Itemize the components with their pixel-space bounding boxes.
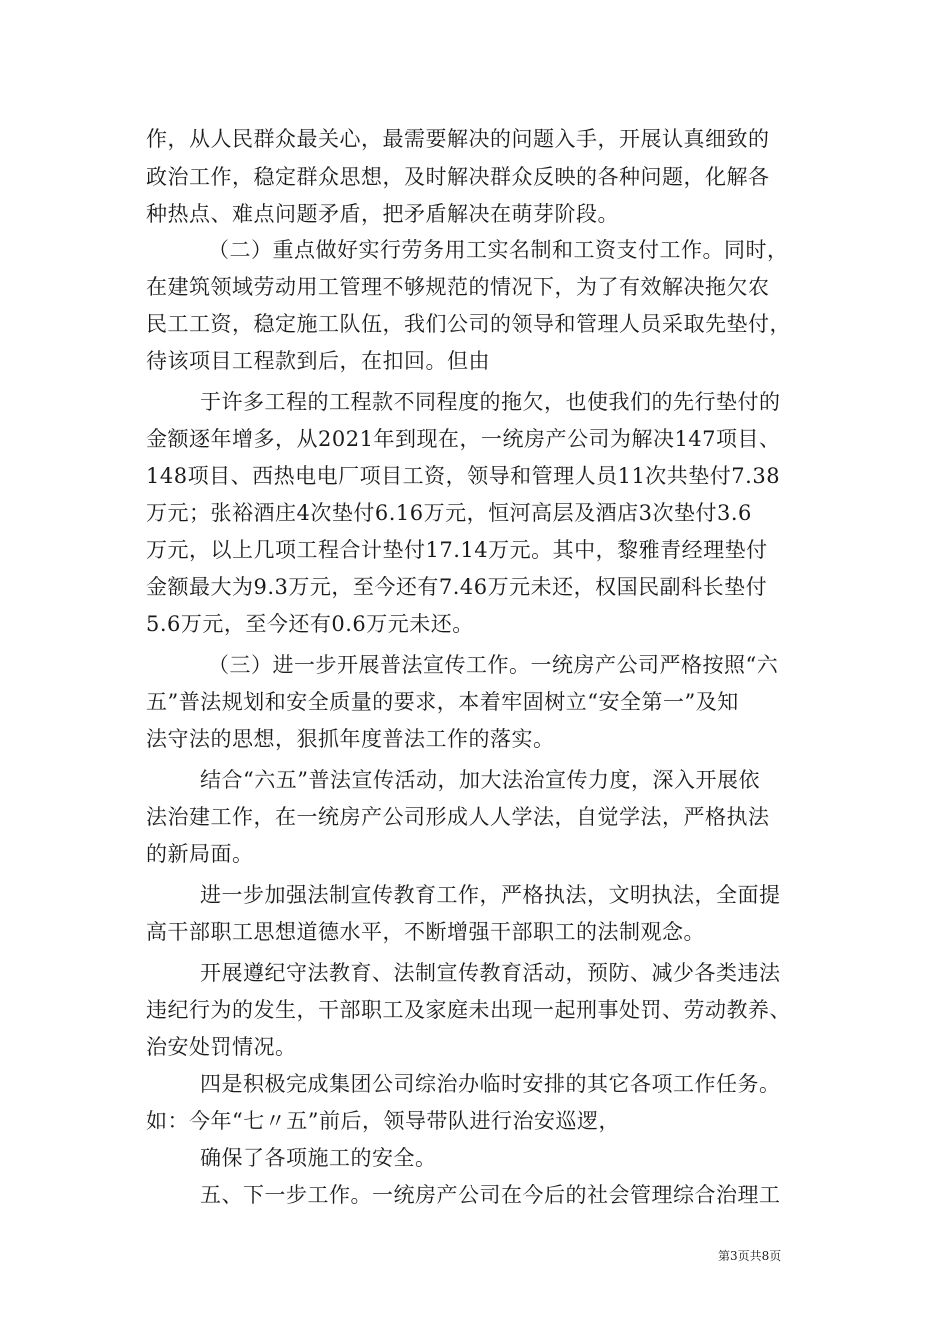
text-line: 政治工作，稳定群众思想，及时解决群众反映的各种问题，化解各: [146, 165, 770, 189]
text-line: 于许多工程的工程款不同程度的拖欠，也使我们的先行垫付的: [200, 390, 781, 414]
text-line: 金额逐年增多，从2021年到现在，一统房产公司为解决147项目、: [146, 427, 781, 451]
text-line: 治安处罚情况。: [146, 1035, 297, 1059]
text-line: 148项目、西热电电厂项目工资，领导和管理人员11次共垫付7.38: [146, 464, 781, 488]
text-line: 四是积极完成集团公司综治办临时安排的其它各项工作任务。: [200, 1072, 781, 1096]
text-line: 待该项目工程款到后，在扣回。但由: [146, 349, 490, 373]
text-line: 高干部职工思想道德水平，不断增强干部职工的法制观念。: [146, 920, 705, 944]
text-line: 确保了各项施工的安全。: [200, 1146, 437, 1170]
text-line: 作，从人民群众最关心，最需要解决的问题入手，开展认真细致的: [146, 127, 770, 151]
text-line: 种热点、难点问题矛盾，把矛盾解决在萌芽阶段。: [146, 202, 619, 226]
text-line: 的新局面。: [146, 842, 254, 866]
text-line: 违纪行为的发生，干部职工及家庭未出现一起刑事处罚、劳动教养、: [146, 998, 791, 1022]
text-line: 在建筑领域劳动用工管理不够规范的情况下，为了有效解决拖欠农: [146, 275, 770, 299]
paragraph-heading-2: （二）重点做好实行劳务用工实名制和工资支付工作。同时，: [208, 238, 789, 262]
text-line: 五、下一步工作。一统房产公司在今后的社会管理综合治理工: [200, 1183, 781, 1207]
text-line: 民工工资，稳定施工队伍，我们公司的领导和管理人员采取先垫付，: [146, 312, 791, 336]
text-line: 结合“六五”普法宣传活动，加大法治宣传力度，深入开展依: [200, 768, 760, 792]
text-line: 进一步加强法制宣传教育工作，严格执法，文明执法，全面提: [200, 883, 781, 907]
text-line: 法守法的思想，狠抓年度普法工作的落实。: [146, 727, 555, 751]
text-line: 开展遵纪守法教育、法制宣传教育活动，预防、减少各类违法: [200, 961, 781, 985]
page-number: 第3页共8页: [718, 1249, 782, 1263]
text-line: 五”普法规划和安全质量的要求，本着牢固树立“安全第一”及知: [146, 690, 739, 714]
text-line: 法治建工作，在一统房产公司形成人人学法，自觉学法，严格执法: [146, 805, 770, 829]
text-line: 5.6万元，至今还有0.6万元未还。: [146, 612, 474, 636]
text-line: 金额最大为9.3万元，至今还有7.46万元未还，权国民副科长垫付: [146, 575, 768, 599]
text-line: 如：今年“七〃五”前后，领导带队进行治安巡逻，: [146, 1109, 620, 1133]
text-line: 万元，以上几项工程合计垫付17.14万元。其中，黎雅青经理垫付: [146, 538, 768, 562]
paragraph-heading-3: （三）进一步开展普法宣传工作。一统房产公司严格按照“六: [208, 653, 779, 677]
text-line: 万元；张裕酒庄4次垫付6.16万元，恒河高层及酒店3次垫付3.6: [146, 501, 752, 525]
